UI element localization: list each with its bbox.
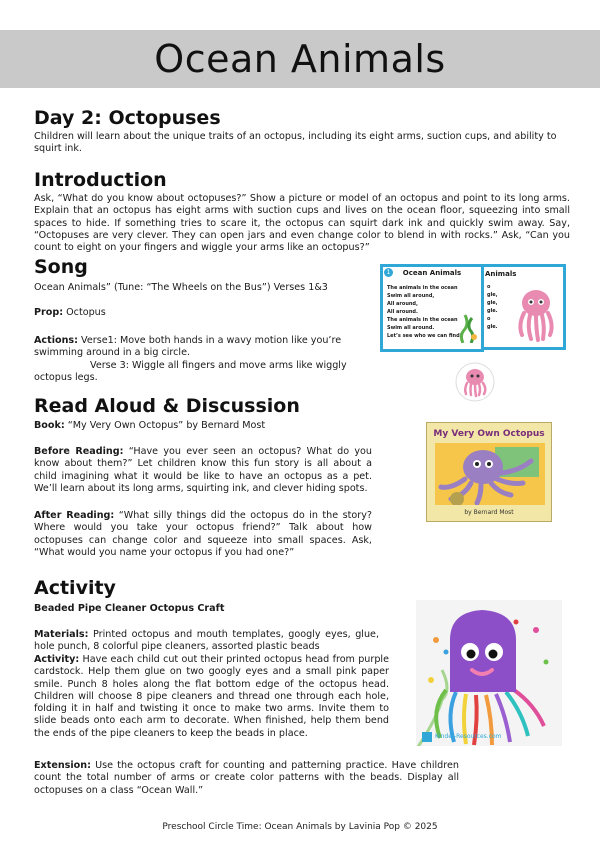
before-reading (34, 446, 372, 495)
prop-value: Octopus (66, 307, 106, 318)
activity-steps (34, 654, 389, 740)
kr-logo-icon (422, 732, 432, 742)
footer: Preschool Circle Time: Ocean Animals by Lavinia Pop © 2025 (162, 822, 438, 832)
day-text: Children will learn about the unique traits of an octopus, including its eight arms, suction cups, and ability to squirt ink. (34, 131, 557, 155)
activity-label: Activity: (34, 654, 80, 665)
extension (34, 760, 459, 797)
song-card-image (380, 264, 566, 352)
card-number-badge: 1 (384, 268, 393, 277)
pipe-cleaner-octopus-icon (416, 600, 562, 746)
after-text: “What silly things did the octopus do in the story? Where would you take your octopus friend?” Talk about how octopuses can change color and squeeze into small spaces. Ask, “What would you name your octopus if you had one?” (34, 510, 372, 558)
extension-label: Extension: (34, 760, 91, 771)
book-cover-author: by Bernard Most (464, 509, 514, 516)
actions-label: Actions: (34, 335, 78, 346)
book-line (34, 420, 374, 432)
actions-verse1: Verse1: Move both hands in a wavy motion like you’re swimming around in a big circle. (34, 335, 342, 359)
book-label: Book: (34, 420, 65, 431)
card-back-title: Animals (485, 270, 517, 278)
read-heading: Read Aloud & Discussion (34, 395, 300, 417)
song-card-back (480, 264, 566, 350)
song-prop (34, 307, 364, 319)
book-cover-title: My Very Own Octopus (433, 429, 545, 439)
craft-watermark: Kinder-Resources.com (435, 733, 502, 740)
book-cover-image (426, 422, 552, 522)
octopus-illustration-icon (435, 443, 545, 505)
activity-heading: Activity (34, 577, 116, 599)
after-label: After Reading: (34, 510, 115, 521)
page-title: Ocean Animals (154, 37, 446, 81)
octopus-sticker-icon (455, 362, 495, 402)
song-actions-verse3: Verse 3: Wiggle all fingers and move arms like wiggly octopus legs. (34, 360, 347, 384)
card-lyrics: The animals in the ocean Swim all around, All around, All around. The animals in the ocean Swim all around. Let’s see who we can find! (387, 285, 462, 339)
before-label: Before Reading: (34, 446, 124, 457)
title-band (0, 30, 600, 88)
before-text: “Have you ever seen an octopus? What do you know about them?” Let children know this fun story is all about a child imagining what it would be like to have an octopus as a pet. We’ll learn about its long arms, squirting ink, and clever hiding spots. (34, 446, 372, 494)
craft-photo (416, 600, 562, 746)
octopus-icon (511, 285, 561, 345)
card-title: Ocean Animals (402, 269, 462, 277)
materials-label: Materials: (34, 629, 89, 640)
after-reading (34, 510, 372, 559)
song-card-front (380, 264, 484, 352)
prop-label: Prop: (34, 307, 64, 318)
craft-title: Beaded Pipe Cleaner Octopus Craft (34, 603, 225, 614)
activity-text: Have each child cut out their printed octopus head from purple cardstock. Help them glue on two googly eyes and a small pink paper smile. Punch 8 holes along the flat bottom edge of the octopus head. Children will choose 8 pipe cleaners and thread one through each hole, folding it in half and twisting it once to make two arms. Invite them to slide beads onto each arm to decorate. When finished, help them bend the ends of the pipe cleaners to keep the beads in place. (34, 654, 389, 739)
day-heading: Day 2: Octopuses (34, 107, 221, 129)
song-line: Ocean Animals” (Tune: “The Wheels on the Bus”) Verses 1&3 (34, 282, 328, 293)
extension-text: Use the octopus craft for counting and patterning practice. Have children count the total number of arms or create color patterns with the beads. Display all octopuses on a class “Ocean Wall.” (34, 760, 459, 796)
song-actions (34, 335, 354, 360)
song-heading: Song (34, 256, 88, 278)
book-value: “My Very Own Octopus” by Bernard Most (67, 420, 266, 431)
card-back-fragments: o gle, gle, gle. o gle. (487, 284, 498, 330)
seaweed-icon (457, 313, 479, 343)
materials-text: Printed octopus and mouth templates, googly eyes, glue, hole punch, 8 colorful pipe cleaners, assorted plastic beads (34, 629, 379, 653)
intro-heading: Introduction (34, 169, 167, 191)
intro-text: Ask, “What do you know about octopuses?” Show a picture or model of an octopus and point to its long arms. Explain that an octopus has eight arms with suction cups and lives on the ocean floor, squeezing into small spaces to hide. If something tries to scare it, the octopus can squirt dark ink and quickly swim away. Say, “Octopuses are very clever. They can open jars and even change color to blend in with rocks.” Ask, “Can you count to eight on your fingers and wiggle your arms like an octopus?” (34, 193, 570, 254)
materials (34, 629, 379, 654)
